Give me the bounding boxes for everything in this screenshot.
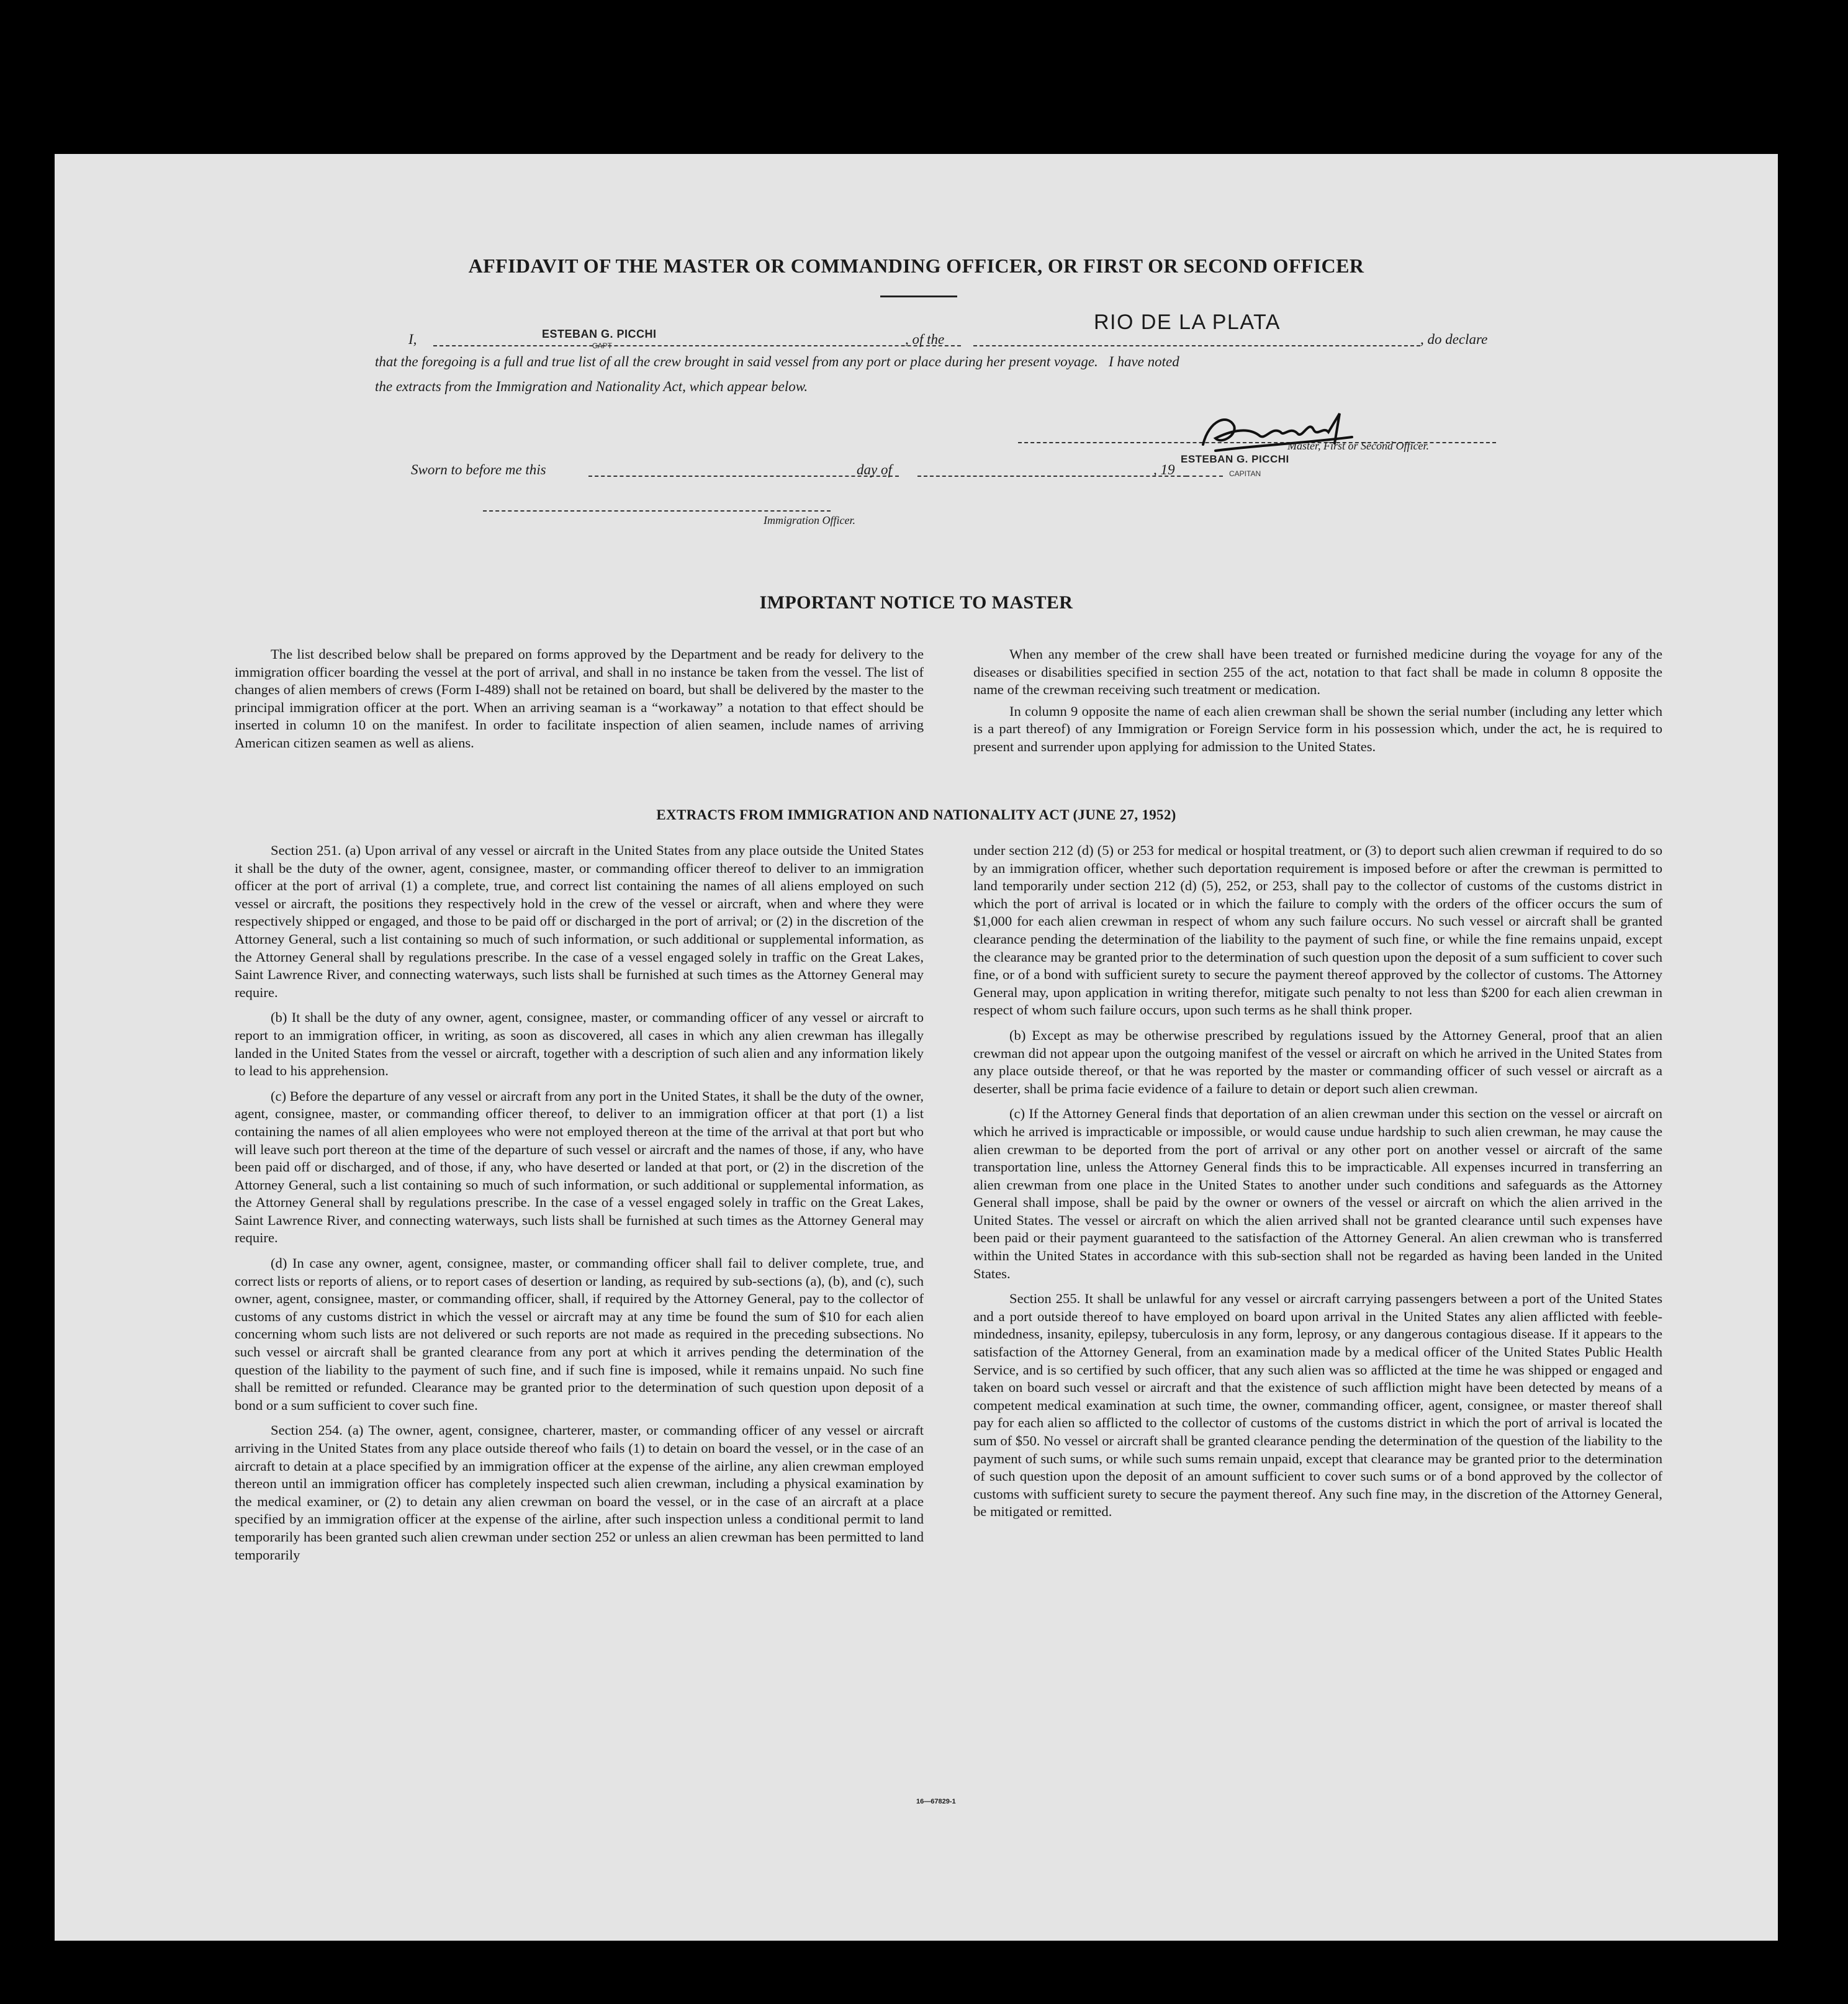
vessel-field-line [973, 345, 1420, 346]
affidavit-line-2: that the foregoing is a full and true list of all the crew brought in said vessel from any port or place during her present voyage. I have noted [375, 354, 1179, 369]
section-251d: (d) In case any owner, agent, consignee, master, or commanding officer shall fail to deliver complete, true, and correct lists or reports of aliens, or to report cases of desertion or landing, as required by sub-sections (a), (b), and (c), such owner, agent, consignee, master, or commanding officer, shall, if required by the Attorney General, pay to the collector of customs of any customs district in which the vessel or aircraft may at any time be found the sum of $10 for each alien concerning whom such lists are not delivered or such reports are not made as required in the preceding subsections. No such vessel or aircraft shall be granted clearance from any port at which it arrives pending the determination of the question of the liability to the payment of such fine, and if such fine is imposed, while it remains unpaid. No such fine shall be remitted or refunded. Clearance may be granted prior to the determination of such question upon deposit of a bond or a sum sufficient to cover such fine. [235, 1255, 924, 1413]
signature-stamp-caption: CAPITAN [1229, 469, 1261, 478]
name-stamp: ESTEBAN G. PICCHI [542, 328, 657, 340]
i-label: I, [408, 332, 417, 347]
extracts-right-column [973, 842, 1662, 1521]
form-code: 16—67829-1 [916, 1798, 956, 1805]
day-of-label: day of [857, 462, 892, 477]
extracts-title: EXTRACTS FROM IMMIGRATION AND NATIONALITY ACT (JUNE 27, 1952) [656, 807, 1176, 823]
of-the-label: , of the [905, 332, 945, 347]
section-254a-continued: under section 212 (d) (5) or 253 for medical or hospital treatment, or (3) to deport such alien crewman if required to do so by an immigration officer, whether such deportation requirement is imposed before or after the crewman is permitted to land temporarily under section 212 (d) (5), 252, or 253, shall pay to the collector of customs of the customs district in which the port of arrival is located or in which the failure to comply with the orders of the officer occurs the sum of $1,000 for each alien crewman in respect of whom any such failure occurs. No such vessel or aircraft shall be granted clearance pending the determination of the liability to the payment of such fine, or while the fine remains unpaid, except the clearance may be granted prior to the determination of such question upon the deposit of a sum sufficient to cover such fine, or of a bond with sufficient surety to secure the payment thereof approved by the collector of customs. The Attorney General may, upon application in writing therefor, mitigate such penalty to not less than $200 for each alien crewman in respect of whom such failure occurs, upon such terms as he shall think proper. [973, 842, 1662, 1018]
name-stamp-caption: CAPT [592, 341, 613, 350]
notice-title: IMPORTANT NOTICE TO MASTER [759, 592, 1073, 613]
vessel-name: RIO DE LA PLATA [1094, 310, 1281, 334]
immigration-officer-line [483, 510, 831, 512]
affidavit-line-3: the extracts from the Immigration and Nationality Act, which appear below. [375, 379, 808, 394]
sworn-label: Sworn to before me this [411, 462, 546, 477]
section-251b: (b) It shall be the duty of any owner, agent, consignee, master, or commanding officer of any vessel or aircraft to report to an immigration officer, in writing, as soon as discovered, all cases in which any alien crewman has illegally landed in the United States from the vessel or aircraft, together with a description of such alien and any information likely to lead to his apprehension. [235, 1009, 924, 1079]
section-254a: Section 254. (a) The owner, agent, consignee, charterer, master, or commanding officer of any vessel or aircraft arriving in the United States from any place outside thereof who fails (1) to detain on board the vessel, or in the case of an aircraft to detain at a place specified by an immigration officer at the expense of the airline, any alien crewman employed thereon until an immigration officer has completely inspected such alien crewman, including a physical examination by the medical examiner, or (2) to detain any alien crewman on board the vessel, or in the case of an aircraft at a place specified by an immigration officer at the expense of the airline, after such inspection unless a conditional permit to land temporarily has been granted such alien crewman under section 252 or unless an alien crewman has been permitted to land temporarily [235, 1422, 924, 1563]
document-page [55, 154, 1778, 1941]
notice-paragraph: When any member of the crew shall have been treated or furnished medicine during the voyage for any of the diseases or disabilities specified in section 255 of the act, notation to that fact shall be made in column 8 opposite the name of the crewman receiving such treatment or medication. [973, 646, 1662, 698]
do-declare-label: , do declare [1420, 332, 1488, 347]
signature-stamp: ESTEBAN G. PICCHI [1181, 453, 1289, 465]
notice-right-column [973, 646, 1662, 756]
sworn-day-line [588, 476, 899, 477]
name-field-line [433, 345, 961, 346]
sworn-year-line [1186, 476, 1223, 477]
notice-paragraph: In column 9 opposite the name of each alien crewman shall be shown the serial number (including any letter which is a part thereof) of any Immigration or Foreign Service form in his possession which, under the act, he is required to present and surrender upon applying for admission to the United States. [973, 703, 1662, 754]
notice-left-column [235, 646, 924, 752]
notice-paragraph: The list described below shall be prepared on forms approved by the Department and be ready for delivery to the immigration officer boarding the vessel at the port of arrival, and shall in no instance be taken from the vessel. The list of changes of alien members of crews (Form I-489) shall not be retained on board, but shall be delivered by the master to the principal immigration officer at the port. When an arriving seaman is a “workaway” a notation to that effect should be inserted in column 10 on the manifest. In order to facilitate inspection of alien seamen, include names of arriving American citizen seamen as well as aliens. [235, 646, 924, 751]
section-251c: (c) Before the departure of any vessel or aircraft from any port in the United States, it shall be the duty of the owner, agent, consignee, master, or commanding officer thereof, to deliver to an immigration officer at that port (1) a list containing the names of all alien employees who were not employed thereon at the time of the arrival at that port but who will leave such port thereon at the time of the departure of such vessel or aircraft and the names of those, if any, who have been paid off or discharged, and of those, if any, who have deserted or landed at that port, or (2) in the discretion of the Attorney General, such a list containing so much of such information, or such additional or supplemental information, as the Attorney General shall by regulations prescribe. In the case of a vessel engaged solely in traffic on the Great Lakes, Saint Lawrence River, and connecting waterways, such lists shall be furnished at such times as the Attorney General may require. [235, 1088, 924, 1246]
signer-caption: Master, First or Second Officer. [1287, 440, 1429, 452]
year-prefix: , 19 [1153, 462, 1175, 477]
section-254c: (c) If the Attorney General finds that deportation of an alien crewman under this section on the vessel or aircraft on which he arrived is impracticable or impossible, or would cause undue hardship to such alien crewman, he may cause the alien crewman to be deported from the port of arrival or any other port on another vessel or aircraft of the same transportation line, unless the Attorney General finds this to be impracticable. All expenses incurred in transferring an alien crewman from one place in the United States to another under such conditions and safeguards as the Attorney General shall impose, shall be paid by the owner or owners of the vessel or aircraft on which the alien arrived in the United States. The vessel or aircraft on which the alien arrived shall not be granted clearance until such expenses have been paid or their payment guaranteed to the satisfaction of the Attorney General. An alien crewman who is transferred within the United States in accordance with this sub-section shall not be regarded as having been landed in the United States. [973, 1106, 1662, 1281]
extracts-left-column [235, 842, 924, 1564]
title-rule [880, 296, 957, 297]
sworn-month-line [917, 476, 1187, 477]
section-254b: (b) Except as may be otherwise prescribed by regulations issued by the Attorney General, proof that an alien crewman did not appear upon the outgoing manifest of the vessel or aircraft on which he arrived in the United States from any place outside thereof, or that he was reported by the master or commanding officer of such vessel or aircraft as a deserter, shall be prima facie evidence of a failure to detain or deport such alien crewman. [973, 1027, 1662, 1096]
section-255: Section 255. It shall be unlawful for any vessel or aircraft carrying passengers between a port of the United States and a port outside thereof to have employed on board upon arrival in the United States any alien afflicted with feeble-mindedness, insanity, epilepsy, tuberculosis in any form, leprosy, or any dangerous contagious disease. If it appears to the satisfaction of the Attorney General, from an examination made by a medical officer of the United States Public Health Service, and is so certified by such officer, that any such alien was so afflicted at the time he was shipped or engaged and taken on board such vessel or aircraft and that the existence of such affliction might have been detected by means of a competent medical examination at such time, the owner, commanding officer, agent, consignee, or master thereof shall pay for each alien so afflicted to the collector of customs of the customs district in which the port of arrival is located the sum of $50. No vessel or aircraft shall be granted clearance pending the determination of the question of the liability to the payment of such sums, or while such sums remain unpaid, except that clearance may be granted prior to the determination of such question upon the deposit of an amount sufficient to cover such sums or of a bond approved by the collector of customs with sufficient surety to secure the payment thereof. Any such fine may, in the discretion of the Attorney General, be mitigated or remitted. [973, 1291, 1662, 1520]
section-251a: Section 251. (a) Upon arrival of any vessel or aircraft in the United States from any place outside the United States it shall be the duty of the owner, agent, consignee, master, or commanding officer thereof to deliver to an immigration officer at the port of arrival (1) a complete, true, and correct list containing the names of all aliens employed on such vessel or aircraft, the positions they respectively hold in the crew of the vessel or aircraft, when and where they were respectively shipped or engaged, and those to be paid off or discharged in the port of arrival; or (2) in the discretion of the Attorney General, such a list containing so much of such information, or such additional or supplemental information, as the Attorney General shall by regulations prescribe. In the case of a vessel engaged solely in traffic on the Great Lakes, Saint Lawrence River, and connecting waterways, such lists shall be furnished at such times as the Attorney General may require. [235, 842, 924, 1000]
affidavit-title: AFFIDAVIT OF THE MASTER OR COMMANDING OFFICER, OR FIRST OR SECOND OFFICER [468, 255, 1364, 277]
immigration-officer-caption: Immigration Officer. [764, 514, 855, 526]
